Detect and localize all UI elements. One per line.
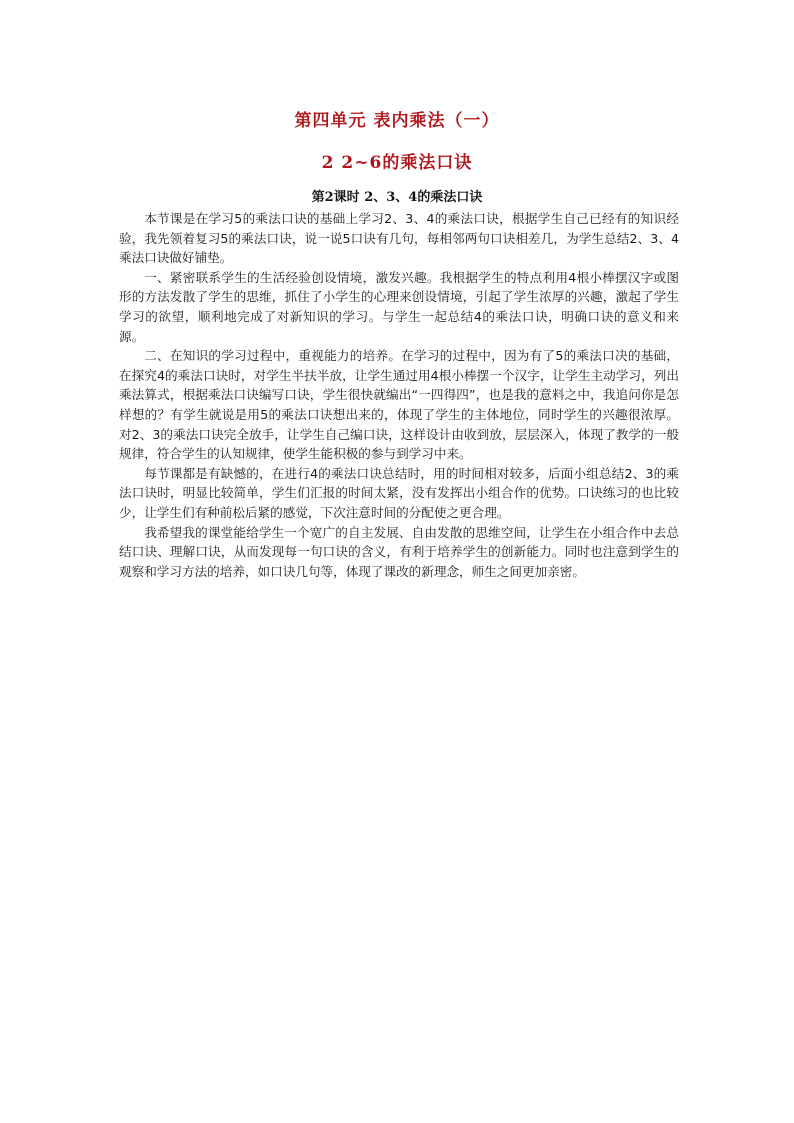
section-title: 2 2~6的乘法口诀: [321, 153, 473, 173]
unit-title: 第四单元 表内乘法（一）: [294, 111, 500, 131]
lesson-title: 第2课时 2、3、4的乘法口诀: [311, 190, 483, 205]
paragraph-point-two: 二、在知识的学习过程中，重视能力的培养。在学习的过程中，因为有了5的乘法口决的基础，在探究4的乘法口诀时，对学生半扶半放，让学生通过用4根小棒摆一个汉字，让学生主动学习，列出乘法算式，根据乘法口诀编写口诀，学生很快就编出“一四得四”，也是我的意料之中，我追问你是怎样想的？有学生就说是用5的乘法口诀想出来的，体现了学生的主体地位，同时学生的兴趣很浓厚。对2、3的乘法口诀完全放手，让学生自己编口诀，这样设计由收到放，层层深入，体现了教学的一般规律，符合学生的认知规律，使学生能积极的参与到学习中来。: [119, 348, 679, 462]
body-text: [119, 209, 679, 581]
paragraph-intro: 本节课是在学习5的乘法口诀的基础上学习2、3、4的乘法口诀，根据学生自己已经有的知识经验，我先领着复习5的乘法口诀，说一说5口诀有几句，每相邻两句口诀相差几，为学生总结2、3、4乘法口诀做好铺垫。: [119, 211, 679, 266]
paragraph-shortcomings: 每节课都是有缺憾的，在进行4的乘法口诀总结时，用的时间相对较多，后面小组总结2、3的乘法口诀时，明显比较简单，学生们汇报的时间太紧，没有发挥出小组合作的优势。口诀练习的也比较少，让学生们有种前松后紧的感觉，下次注意时间的分配使之更合理。: [119, 465, 679, 520]
paragraph-point-one: 一、紧密联系学生的生活经验创设情境，激发兴趣。我根据学生的特点利用4根小棒摆汉字或图形的方法发散了学生的思维，抓住了小学生的心理来创设情境，引起了学生浓厚的兴趣，激起了学生学习的欲望，顺利地完成了对新知识的学习。与学生一起总结4的乘法口诀，明确口诀的意义和来源。: [119, 269, 679, 344]
paragraph-hopes: 我希望我的课堂能给学生一个宽广的自主发展、自由发散的思维空间，让学生在小组合作中去总结口诀、理解口诀，从而发现每一句口诀的含义，有利于培养学生的创新能力。同时也注意到学生的观察和学习方法的培养，如口诀几句等，体现了课改的新理念，师生之间更加亲密。: [119, 524, 679, 579]
